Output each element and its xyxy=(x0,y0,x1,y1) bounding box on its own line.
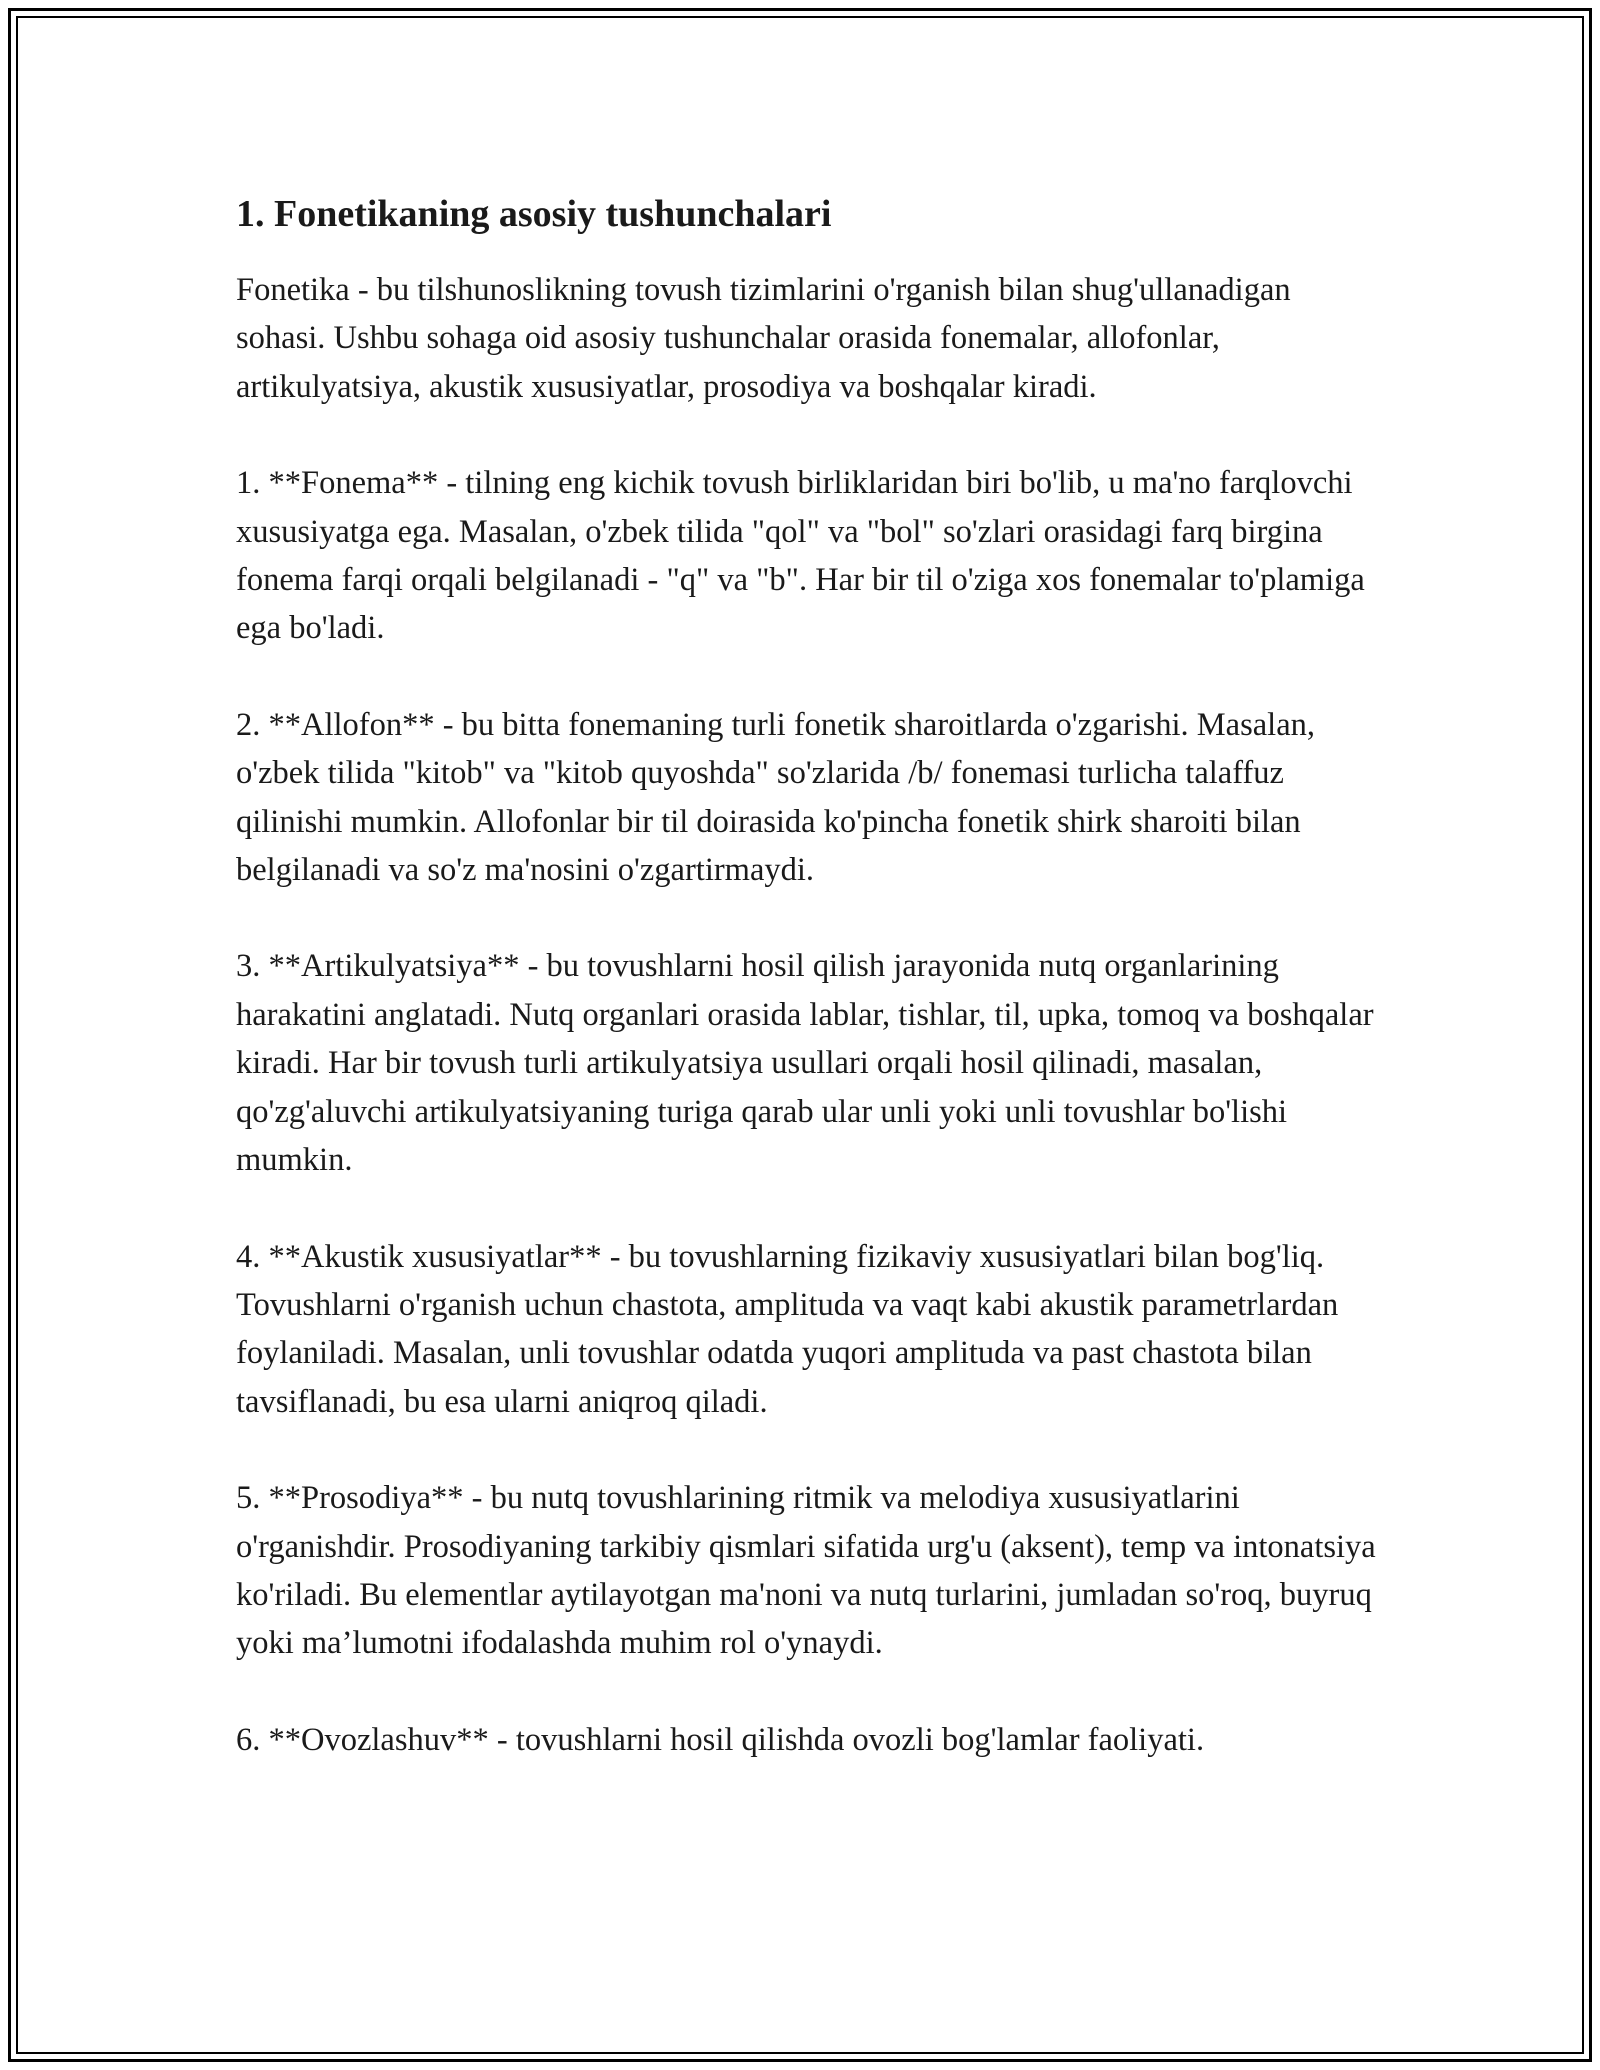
document-body xyxy=(236,188,1376,1764)
paragraph-fonema: 1. **Fonema** - tilning eng kichik tovush birliklaridan biri bo'lib, u ma'no farqlovchi xususiyatga ega. Masalan, o'zbek tilida "qol" va "bol" so'zlari orasidagi farq birgina fonema farqi orqali belgilanadi - "q" va "b". Har bir til o'ziga xos fonemalar to'plamiga ega bo'ladi. xyxy=(236,465,1365,647)
paragraph-ovozlashuv: 6. **Ovozlashuv** - tovushlarni hosil qilishda ovozli bog'lamlar faoliyati. xyxy=(236,1721,1205,1758)
paragraph-prosodiya: 5. **Prosodiya** - bu nutq tovushlarining ritmik va melodiya xususiyatlarini o'rganishdir. Prosodiyaning tarkibiy qismlari sifatida urg'u (aksent), temp va intonatsiya ko'riladi. Bu elementlar aytilayotgan ma'noni va nutq turlarini, jumladan so'roq, buyruq yoki ma’lumotni ifodalashda muhim rol o'ynaydi. xyxy=(236,1480,1376,1662)
paragraph-akustik: 4. **Akustik xususiyatlar** - bu tovushlarning fizikaviy xususiyatlari bilan bog'liq. Tovushlarni o'rganish uchun chastota, amplituda va vaqt kabi akustik parametrlardan foylaniladi. Masalan, unli tovushlar odatda yuqori amplituda va past chastota bilan tavsiflanadi, bu esa ularni aniqroq qiladi. xyxy=(236,1238,1339,1420)
paragraph-artikulyatsiya: 3. **Artikulyatsiya** - bu tovushlarni hosil qilish jarayonida nutq organlarining harakatini anglatadi. Nutq organlari orasida lablar, tishlar, til, upka, tomoq va boshqalar kiradi. Har bir tovush turli artikulyatsiya usullari orqali hosil qilinadi, masalan, qo'zg'aluvchi artikulyatsiyaning turiga qarab ular unli yoki unli tovushlar bo'lishi mumkin. xyxy=(236,948,1374,1179)
paragraph-intro: Fonetika - bu tilshunoslikning tovush tizimlarini o'rganish bilan shug'ullanadigan sohasi. Ushbu sohaga oid asosiy tushunchalar orasida fonemalar, allofonlar, artikulyatsiya, akustik xususiyatlar, prosodiya va boshqalar kiradi. xyxy=(236,272,1291,405)
paragraph-allofon: 2. **Allofon** - bu bitta fonemaning turli fonetik sharoitlarda o'zgarishi. Masalan, o'zbek tilida "kitob" va "kitob quyoshda" so'zlarida /b/ fonemasi turlicha talaffuz qilinishi mumkin. Allofonlar bir til doirasida ko'pincha fonetik shirk sharoiti bilan belgilanadi va so'z ma'nosini o'zgartirmaydi. xyxy=(236,706,1316,889)
document-title: 1. Fonetikaning asosiy tushunchalari xyxy=(236,193,832,235)
